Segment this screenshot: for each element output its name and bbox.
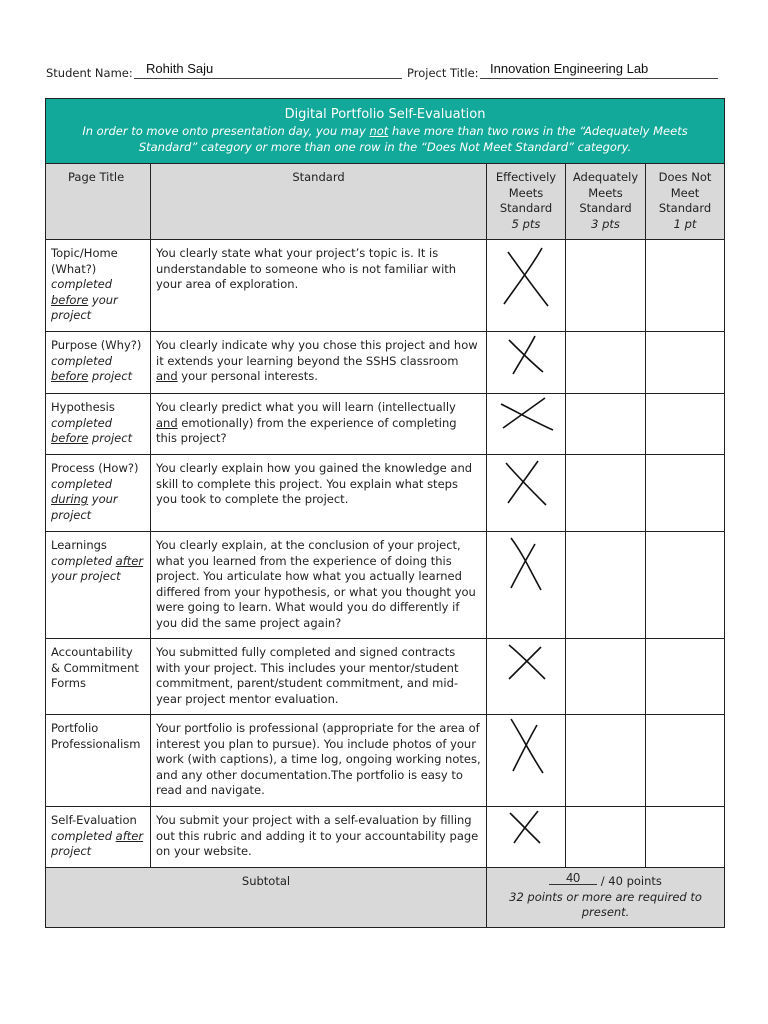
row-title-note: completed: [51, 277, 113, 291]
subtotal-requirement-note: 32 points or more are required to present.: [509, 889, 702, 919]
row-title-text: Hypothesis: [51, 400, 115, 414]
row-title-note: completed: [51, 415, 113, 430]
col-header-does-not: [646, 164, 725, 240]
row-title-note-end: project: [88, 369, 133, 383]
project-title-value[interactable]: Innovation Engineering Lab: [490, 61, 649, 76]
row-standard: [151, 332, 487, 394]
subtotal-out-of: / 40 points: [597, 874, 662, 888]
cell-adequately[interactable]: [566, 240, 646, 332]
cell-adequately[interactable]: [566, 715, 646, 807]
cell-effectively[interactable]: [487, 332, 566, 394]
subtotal-row: [46, 868, 725, 928]
student-name-rule: [134, 78, 402, 79]
standard-text-b: your personal interests.: [177, 369, 318, 383]
cell-does-not[interactable]: [646, 394, 725, 455]
self-evaluation-rubric: [45, 98, 725, 928]
x-mark-icon: [501, 332, 551, 376]
cell-does-not[interactable]: [646, 807, 725, 868]
cell-adequately[interactable]: [566, 455, 646, 532]
rubric-title: Digital Portfolio Self-Evaluation: [284, 107, 486, 122]
cell-effectively[interactable]: [487, 240, 566, 332]
row-title-emphasis: during: [51, 492, 89, 506]
row-title-note-end: your project: [51, 492, 118, 522]
x-mark-icon: [504, 807, 548, 847]
row-title-note-end: project: [51, 844, 92, 858]
row-title-note-end: project: [88, 431, 133, 445]
col-header-effectively: [487, 164, 566, 240]
row-title-emphasis: before: [51, 431, 89, 445]
rubric-row-portfolio: [46, 715, 725, 807]
standard-text-a: You clearly indicate why you chose this project and how it extends your learning beyond the SSHS classroom: [156, 338, 478, 368]
row-title-emphasis: after: [115, 553, 144, 568]
x-mark-icon: [501, 715, 551, 777]
cell-effectively[interactable]: [487, 394, 566, 455]
row-page-title: [46, 455, 151, 532]
row-page-title: Accountability & Commitment Forms: [46, 639, 151, 715]
row-title-emphasis: after: [115, 828, 144, 843]
rubric-row-self-evaluation: [46, 807, 725, 868]
standard-emphasis: and: [156, 415, 178, 430]
cell-adequately[interactable]: [566, 639, 646, 715]
subtotal-score-cell: [487, 868, 725, 928]
does-not-label: Does Not Meet Standard: [658, 170, 712, 215]
row-title-text: Self-Evaluation: [51, 813, 137, 827]
instructions-text-b: have more than two rows in the “Adequately Meets Standard” category or more than one row in the “Does Not Meet Standard” category.: [138, 124, 688, 154]
row-standard: [151, 394, 487, 455]
row-standard: You submit your project with a self-evaluation by filling out this rubric and adding it to your accountability page on your website.: [151, 807, 487, 868]
x-mark-icon: [501, 639, 551, 683]
row-page-title: [46, 394, 151, 455]
cell-effectively[interactable]: [487, 807, 566, 868]
col-header-standard: Standard: [151, 164, 487, 240]
rubric-row-learnings: [46, 532, 725, 639]
student-info-line: [46, 60, 726, 82]
effectively-label: Effectively Meets Standard: [495, 170, 557, 215]
cell-adequately[interactable]: [566, 807, 646, 868]
row-title-text: Learnings: [51, 538, 107, 552]
x-mark-icon: [498, 455, 554, 509]
cell-adequately[interactable]: [566, 532, 646, 639]
col-header-page-title: Page Title: [46, 164, 151, 240]
rubric-row-process: [46, 455, 725, 532]
cell-does-not[interactable]: [646, 240, 725, 332]
row-standard: You submitted fully completed and signed contracts with your project. This includes your mentor/student commitment, parent/student commitment, and mid-year project mentor evaluation.: [151, 639, 487, 715]
cell-effectively[interactable]: [487, 639, 566, 715]
row-standard: You clearly state what your project’s topic is. It is understandable to someone who is not familiar with your area of exploration.: [151, 240, 487, 332]
cell-effectively[interactable]: [487, 532, 566, 639]
row-standard: Your portfolio is professional (appropriate for the area of interest you plan to pursue). You include photos of your work (with captions), a time log, ongoing working notes, and any other documentation.The portfolio is easy to read and navigate.: [151, 715, 487, 807]
row-page-title: [46, 532, 151, 639]
cell-does-not[interactable]: [646, 532, 725, 639]
cell-adequately[interactable]: [566, 332, 646, 394]
adequately-label: Adequately Meets Standard: [572, 170, 639, 215]
x-mark-icon: [495, 394, 557, 434]
row-title-note: completed: [51, 476, 113, 491]
standard-text-a: You clearly predict what you will learn (intellectually: [156, 400, 456, 414]
row-title-text: Topic/Home (What?): [51, 246, 118, 276]
cell-does-not[interactable]: [646, 639, 725, 715]
effectively-pts: 5 pts: [511, 216, 541, 231]
row-title-note: completed: [51, 553, 116, 568]
project-title-label: Project Title:: [407, 66, 479, 80]
subtotal-score-input[interactable]: 40: [549, 872, 597, 885]
cell-effectively[interactable]: [487, 715, 566, 807]
instructions-text-a: In order to move onto presentation day, you may: [82, 124, 370, 138]
cell-does-not[interactable]: [646, 715, 725, 807]
cell-effectively[interactable]: [487, 455, 566, 532]
row-title-note: completed: [51, 828, 116, 843]
row-page-title: [46, 240, 151, 332]
row-standard: You clearly explain how you gained the knowledge and skill to complete this project. You explain what steps you took to complete the project.: [151, 455, 487, 532]
cell-does-not[interactable]: [646, 455, 725, 532]
student-name-value[interactable]: Rohith Saju: [146, 61, 214, 76]
x-mark-icon: [501, 532, 551, 594]
row-page-title: Portfolio Professionalism: [46, 715, 151, 807]
student-name-label: Student Name:: [46, 66, 133, 80]
does-not-pts: 1 pt: [673, 216, 697, 231]
row-page-title: [46, 332, 151, 394]
row-title-text: Purpose (Why?): [51, 338, 142, 352]
adequately-pts: 3 pts: [591, 216, 620, 231]
instructions-emphasis: not: [369, 124, 389, 138]
subtotal-label: Subtotal: [46, 868, 487, 928]
rubric-row-hypothesis: [46, 394, 725, 455]
row-title-note: completed: [51, 353, 113, 368]
cell-adequately[interactable]: [566, 394, 646, 455]
standard-emphasis: and: [156, 369, 178, 383]
x-mark-icon: [496, 240, 556, 310]
rubric-row-accountability: [46, 639, 725, 715]
rubric-row-topic: [46, 240, 725, 332]
rubric-instructions: [56, 123, 714, 155]
standard-text-b: emotionally) from the experience of completing this project?: [156, 415, 457, 445]
row-title-text: Process (How?): [51, 461, 139, 475]
row-title-note-end: your project: [51, 569, 121, 583]
row-title-emphasis: before: [51, 369, 89, 383]
project-title-rule: [480, 78, 718, 79]
row-title-note-end: your project: [51, 292, 118, 322]
column-header-row: [46, 164, 725, 240]
row-title-emphasis: before: [51, 292, 89, 307]
rubric-row-purpose: [46, 332, 725, 394]
row-standard: You clearly explain, at the conclusion of your project, what you learned from the experience of doing this project. You articulate how what you actually learned differed from your hypothesis, or what you thought you were going to learn. What would you do differently if you did the same project again?: [151, 532, 487, 639]
cell-does-not[interactable]: [646, 332, 725, 394]
rubric-banner: [46, 99, 725, 164]
row-page-title: [46, 807, 151, 868]
col-header-adequately: [566, 164, 646, 240]
